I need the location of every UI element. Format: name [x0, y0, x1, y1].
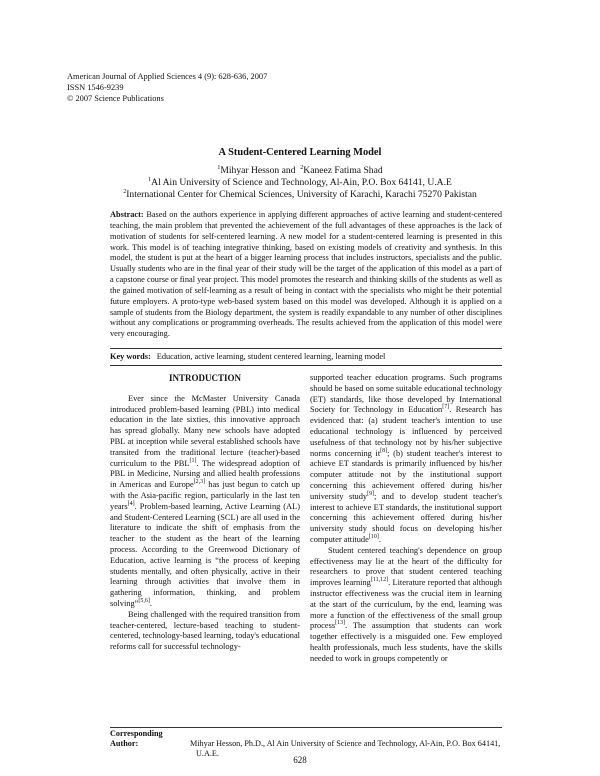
aff1-text: Al Ain University of Science and Technology, Al-Ain, P.O. Box 64141, U.A.E	[151, 177, 452, 188]
corresponding-line-2: U.A.E.	[196, 749, 219, 758]
footer-rule	[110, 727, 502, 728]
keywords-label: Key words:	[110, 352, 151, 361]
issn: ISSN 1546-9239	[67, 83, 124, 92]
journal-citation: American Journal of Applied Sciences 4 (9): 628-636, 2007	[67, 72, 268, 81]
right-paragraph-1: supported teacher education programs. Such programs should be based on some suitable educational technology (ET) standards, like those developed by International Society for Technology in Education[7]. Research has evidenced that: (a) student teacher's intention to use educational technology is influenced by perceived usefulness of that technology not by his/her subjective norms concerning it[8]; (b) student teacher's interest to achieve ET standards is primarily influenced by his/her computer attitude not by the institutional support concerning this achievement offered during his/her university study[9]; and to develop student teacher's interest to achieve ET standards, the institutional support concerning this achievement offered during his/her university study should focus on developing his/her computer attitude[10].	[310, 373, 502, 544]
abstract-rule	[110, 348, 502, 349]
aff1-sup: 1	[148, 176, 152, 183]
aff2-text: International Center for Chemical Sciences, University of Karachi, Karachi 75270 Pakistan	[126, 189, 477, 200]
aff2-sup: 2	[123, 188, 127, 195]
corresponding-line-1: Mihyar Hesson, Ph.D., Al Ain University of Science and Technology, Al-Ain, P.O. Box 64141,	[190, 739, 501, 748]
intro-paragraph-2: Being challenged with the required transition from teacher-centered, lecture-based teaching to student-centered, technology-based learning, today's educational reforms call for successful technology-	[110, 609, 300, 652]
affiliation-2	[0, 189, 600, 201]
author1-name: Mihyar Hesson and	[220, 165, 296, 176]
abstract-text: Based on the authors experience in applying different approaches of active learning and student-centered teaching, the main problem that prevented the achievement of the full advantages of these approaches is the lack of motivation of students for self-centered learning. A new model for a student-centered learning is presented in this work. This model is of teaching integrative thinking, based on existing models of creativity and synthesis. In this model, the student is put at the heart of a bigger learning process that includes instructors, specialists and the public. Usually students who are in the final year of their study will be the target of the application of this model as a part of a capstone course or final year project. This model promotes the research and thinking skills of the students as well as the gained motivation of self-learning as a result of being in contact with the specialists who might be their potential future employers. A proto-type web-based system based on this model was developed. Although it is applied on a sample of students from the Biology department, the system is readily expandable to any number of other disciplines without any complications or programming overheads. The results achieved from the application of this model were very encouraging.	[110, 210, 502, 339]
page-number: 628	[293, 755, 307, 765]
keywords-text: Education, active learning, student centered learning, learning model	[156, 352, 386, 361]
right-column	[310, 373, 502, 665]
abstract-label: Abstract:	[110, 210, 144, 219]
keywords	[110, 352, 385, 361]
copyright: © 2007 Science Publications	[67, 94, 164, 103]
abstract	[110, 210, 502, 340]
keywords-rule	[110, 365, 502, 366]
author2-name: Kaneez Fatima Shad	[303, 165, 383, 176]
intro-paragraph-1: Ever since the McMaster University Canada introduced problem-based learning (PBL) into medical education in the late sixties, this innovative approach has spread globally. Many new schools have adopted PBL at inception while several established schools have transited from the traditional lecture (teacher)-based curriculum to the PBL[1]. The widespread adoption of PBL in Medicine, Nursing and allied health professions in Americas and Europe[2,3] has just begun to catch up with the Asia-pacific region, particularly in the last ten years[4]. Problem-based learning, Active Learning (AL) and Student-Centered Learning (SCL) are all used in the literature to indicate the shift of emphasis from the teacher to the student as the heart of the learning process. According to the Greenwood Dictionary of Education, active learning is “the process of keeping students mentally, and often physically, active in their learning through activities that involve them in gathering information, thinking, and problem solving”[5,6].	[110, 393, 300, 608]
left-column	[110, 373, 300, 653]
affiliation-1	[0, 177, 600, 189]
author-line	[0, 165, 600, 177]
author1-sup: 1	[217, 164, 221, 171]
page-title: A Student-Centered Learning Model	[218, 147, 382, 158]
author2-sup: 2	[300, 164, 304, 171]
right-paragraph-2: Student centered teaching's dependence on group effectiveness may lie at the heart of the difficulty for researchers to prove that student centered teaching improves learning[11,12]. Literature reported that although instructor effectiveness was the crucial item in learning at the start of the curriculum, by the end, learning was more a function of the effectiveness of the small group process[13]. The assumption that students can work together effectively is a misguided one. Few employed health professionals, much less students, have the skills needed to work in groups competently or	[310, 545, 502, 663]
corresponding-label: Corresponding Author:	[110, 729, 163, 748]
intro-heading: INTRODUCTION	[168, 373, 241, 383]
